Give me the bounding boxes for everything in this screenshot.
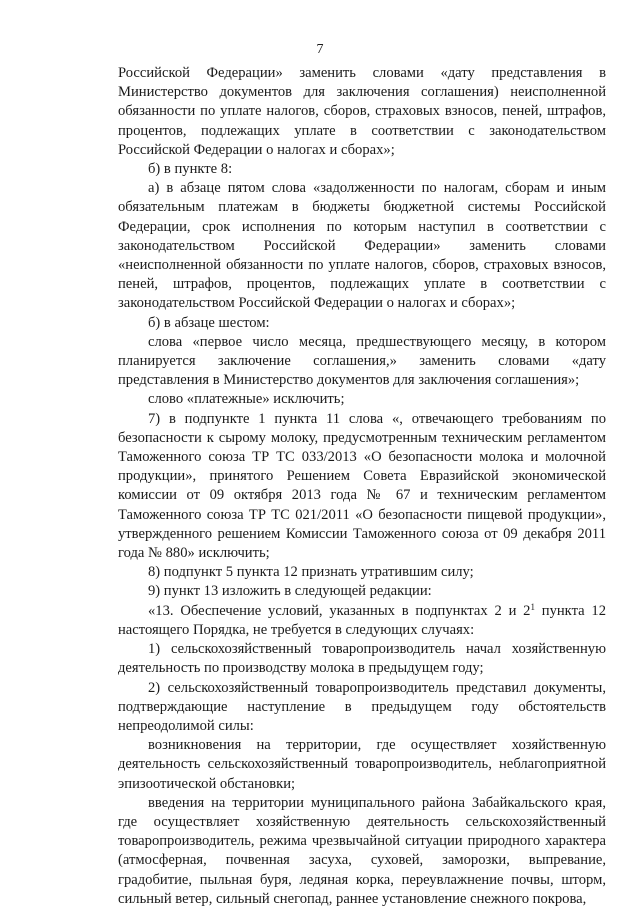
paragraph-7: 7) в подпункте 1 пункта 11 слова «, отвечающего требованиям по безопасности к сырому молоку, предусмотренным техническим регламентом Таможенного союза ТР ТС 033/2013 «О безопасности молока и молочной продукции», принятого Решением Совета Евразийской экономической комиссии от 09 октября 2013 года № 67 и техническим регламентом Таможенного союза ТР ТС 021/2011 «О безопасности пищевой продукции», утвержденного решением Комиссии Таможенного союза от 09 декабря 2011 года № 880» исключить;: [118, 410, 606, 562]
paragraph-5: слова «первое число месяца, предшествующего месяцу, в котором планируется заключение соглашения,» заменить словами «дату представления в Министерство документов для заключения соглашения»;: [118, 333, 606, 389]
paragraph-8: 8) подпункт 5 пункта 12 признать утратившим силу;: [148, 564, 474, 581]
paragraph-9: 9) пункт 13 изложить в следующей редакции:: [148, 583, 432, 600]
paragraph-4: б) в абзаце шестом:: [148, 314, 270, 331]
paragraph-11: 1) сельскохозяйственный товаропроизводитель начал хозяйственную деятельность по производству молока в предыдущем году;: [118, 641, 606, 677]
paragraph-10-text-after: пункта 12 настоящего Порядка, не требуется в следующих случаях:: [118, 602, 606, 638]
paragraph-6: слово «платежные» исключить;: [148, 391, 345, 408]
paragraph-10: [118, 602, 606, 640]
document-body: [118, 64, 606, 909]
paragraph-13: возникновения на территории, где осуществляет хозяйственную деятельность сельскохозяйственный товаропроизводитель, неблагоприятной эпизоотической обстановки;: [118, 737, 606, 792]
superscript-index: 1: [530, 601, 535, 612]
paragraph-3: а) в абзаце пятом слова «задолженности по налогам, сборам и иным обязательным платежам в бюджеты бюджетной системы Российской Федерации, срок исполнения по которым наступил в соответствии с законодательством Российской Федерации» заменить словами «неисполненной обязанности по уплате налогов, сборов, страховых взносов, пеней, штрафов, процентов, подлежащих уплате в соответствии с законодательством Российской Федерации о налогах и сборах»;: [118, 180, 606, 312]
paragraph-12: 2) сельскохозяйственный товаропроизводитель представил документы, подтверждающие наступление в предыдущем году обстоятельств непреодолимой силы:: [118, 679, 606, 734]
page-number: 7: [316, 42, 324, 57]
paragraph-10-text: «13. Обеспечение условий, указанных в подпунктах 2 и 2: [148, 602, 531, 619]
paragraph-2: б) в пункте 8:: [148, 161, 233, 178]
paragraph-14: введения на территории муниципального района Забайкальского края, где осуществляет хозяйственную деятельность сельскохозяйственный товаропроизводитель, режима чрезвычайной ситуации природного характера (атмосферная, почвенная засуха, суховей, заморозки, выпревание, градобитие, пыльная буря, ледяная корка, переувлажнение почвы, шторм, сильный ветер, сильный снегопад, раннее установление снежного покрова,: [118, 794, 606, 907]
paragraph-1: Российской Федерации» заменить словами «дату представления в Министерство документов для заключения соглашения) неисполненной обязанности по уплате налогов, сборов, страховых взносов, пеней, штрафов, процентов, подлежащих уплате в соответствии с законодательством Российской Федерации о налогах и сборах»;: [118, 65, 606, 158]
